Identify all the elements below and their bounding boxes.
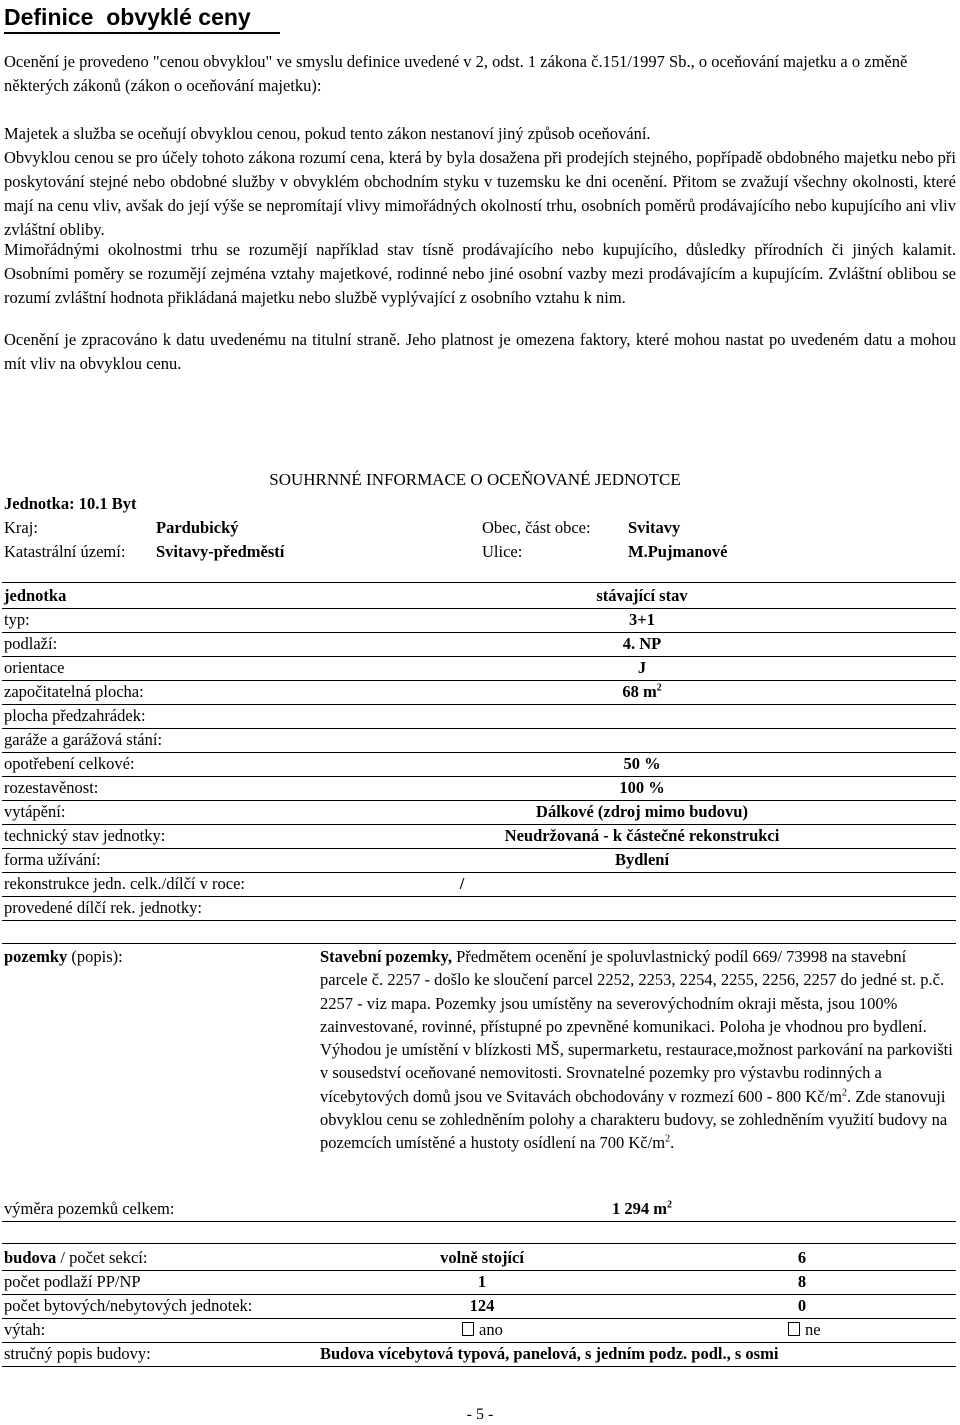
table-row <box>2 824 956 849</box>
row-label: garáže a garážová stání: <box>4 730 163 749</box>
kraj-label: Kraj: <box>4 518 38 537</box>
table-row <box>2 896 956 921</box>
summary-heading: SOUHRNNÉ INFORMACE O OCEŇOVANÉ JEDNOTCE <box>269 470 681 489</box>
row-label: plocha předzahrádek: <box>4 706 146 725</box>
page-number: - 5 - <box>466 1406 494 1423</box>
row-label: forma užívání: <box>4 850 101 869</box>
unit-title: Jednotka: 10.1 Byt <box>4 494 137 513</box>
floors-label: počet podlaží PP/NP <box>4 1272 141 1291</box>
row-value: Neudržovaná - k částečné rekonstrukci <box>504 826 780 845</box>
units-nebyt: 0 <box>797 1296 807 1315</box>
intro-paragraph-3: Obvyklou cenou se pro účely tohoto zákona rozumí cena, která by byla dosažena při prodejích stejného, popřípadě obdobného majetku nebo při poskytování stejné nebo obdobné služby v obvyklém obchodním styku v tuzemsku ke dni ocenění. Přitom se zvažují všechny okolnosti, které mají na cenu vliv, avšak do její výše se nepromítají vlivy mimořádných okolností trhu, osobních poměrů prodávajícího nebo kupujícího ani vliv zvláštní obliby. <box>4 148 956 239</box>
building-desc-label: stručný popis budovy: <box>4 1344 151 1363</box>
row-value: J <box>637 658 647 677</box>
table-row <box>2 656 956 681</box>
checkbox-icon[interactable] <box>788 1322 800 1336</box>
table-row <box>2 680 956 705</box>
lift-no-option[interactable]: ne <box>788 1318 821 1342</box>
row-value: 68 $m^2$ <box>622 682 662 701</box>
row-label: rozestavěnost: <box>4 778 99 797</box>
units-byt: 124 <box>469 1296 495 1315</box>
lift-yes-option[interactable]: ano <box>462 1318 503 1342</box>
row-label: orientace <box>4 658 65 677</box>
row-value: Dálkové (zdroj mimo budovu) <box>536 802 748 821</box>
row-value: / <box>459 874 465 893</box>
row-label: provedené dílčí rek. jednotky: <box>4 898 202 917</box>
checkbox-icon[interactable] <box>462 1322 474 1336</box>
land-top-rule <box>2 943 956 944</box>
table-row <box>2 704 956 729</box>
units-row <box>2 1294 956 1319</box>
table-row <box>2 800 956 825</box>
floors-np: 8 <box>797 1272 807 1291</box>
row-value: 50 % <box>623 754 661 773</box>
table-row <box>2 728 956 753</box>
floors-row <box>2 1270 956 1295</box>
unit-table-header <box>2 584 956 609</box>
table-row <box>2 848 956 873</box>
ku-value: Svitavy-předměstí <box>156 542 285 561</box>
land-description: Stavební pozemky, Předmětem ocenění je spoluvlastnický podíl 669/ 73998 na stavební parcele č. 2257 - došlo ke sloučení parcel 2252, 2253, 2254, 2255, 2256, 2257 do jedné st. p.č. 2257 - viz mapa. Pozemky jsou umístěny na severovýchodním okraji města, jsou 100% zainvestované, rovinné, přístupné po zpevněné komunikaci. Poloha je vhodnou pro bydlení. Výhodou je umístění v blízkosti MŠ, supermarketu, restaurace,možnost parkování na parkovišti v sousedství oceňované nemovitosti. Srovnatelné pozemky pro výstavbu rodinných a vícebytových domů jsou ve Svitavách obchodovány v rozmezí 600 - 800 $Kč/m^2$. Zde stanovuji obvyklou cenu se zohledněním polohy a charakteru budovy, se zohledněním využití budovy na pozemcích umístěné a hustoty osídlení na 700 $Kč/m^2$. <box>320 947 953 1153</box>
ku-label: Katastrální území: <box>4 542 126 561</box>
land-label: pozemky (popis): <box>4 947 123 966</box>
ulice-label: Ulice: <box>482 542 523 561</box>
row-value: 100 % <box>619 778 665 797</box>
obec-label: Obec, část obce: <box>482 518 591 537</box>
obec-value: Svitavy <box>628 518 681 537</box>
table-row <box>2 608 956 633</box>
units-label: počet bytových/nebytových jednotek: <box>4 1296 253 1315</box>
unit-header-value: stávající stav <box>596 586 688 605</box>
table-row <box>2 776 956 801</box>
ulice-value: M.Pujmanové <box>628 542 728 561</box>
building-top-rule <box>2 1243 956 1244</box>
table-row <box>2 872 956 897</box>
lift-label: výtah: <box>4 1320 46 1339</box>
unit-header-label: jednotka <box>4 586 67 605</box>
row-value: 3+1 <box>629 610 655 629</box>
intro-paragraph-2: Majetek a služba se oceňují obvyklou cenou, pokud tento zákon nestanoví jiný způsob oceňování. <box>4 124 651 143</box>
building-sections: 6 <box>797 1248 807 1267</box>
table-row <box>2 752 956 777</box>
lift-row <box>2 1318 956 1343</box>
intro-paragraph-5: Ocenění je zpracováno k datu uvedenému na titulní straně. Jeho platnost je omezena faktory, které mohou nastat po uvedeném datu a mohou mít vliv na obvyklou cenu. <box>4 330 956 373</box>
table-row <box>2 632 956 657</box>
row-label: technický stav jednotky: <box>4 826 166 845</box>
row-label: rekonstrukce jedn. celk./dílčí v roce: <box>4 874 245 893</box>
row-label: typ: <box>4 610 30 629</box>
row-value: Bydlení <box>614 850 670 869</box>
building-desc-value: Budova vícebytová typová, panelová, s jedním podz. podl., s osmi <box>320 1344 779 1363</box>
row-label: podlaží: <box>4 634 58 653</box>
intro-paragraph-4: Mimořádnými okolnostmi trhu se rozumějí například stav tísně prodávajícího nebo kupujícího, důsledky přírodních či jiných kalamit. Osobními poměry se rozumějí zejména vztahy majetkové, rodinné nebo jiné osobní vazby mezi prodávajícím a kupujícím. Zvláštní oblibou se rozumí zvláštní hodnota přikládaná majetku nebo službě vyplývající z osobního vztahu k nim. <box>4 240 956 307</box>
row-label: započitatelná plocha: <box>4 682 144 701</box>
building-row <box>2 1246 956 1271</box>
row-label: opotřebení celkové: <box>4 754 135 773</box>
building-desc-row <box>2 1342 956 1367</box>
table-top-rule <box>2 582 956 583</box>
kraj-value: Pardubický <box>156 518 239 537</box>
land-area-value: 1 294 $m^2$ <box>612 1199 672 1218</box>
intro-paragraph-1: Ocenění je provedeno "cenou obvyklou" ve smyslu definice uvedené v 2, odst. 1 zákona č.151/1997 Sb., o oceňování majetku a o změně některých zákonů (zákon o oceňování majetku): <box>4 52 908 95</box>
land-area-row <box>2 1197 956 1222</box>
building-label: budova / počet sekcí: <box>4 1248 148 1267</box>
row-label: vytápění: <box>4 802 66 821</box>
land-area-label: výměra pozemků celkem: <box>4 1199 175 1218</box>
floors-pp: 1 <box>477 1272 487 1291</box>
row-value: 4. NP <box>622 634 662 653</box>
building-type: volně stojící <box>440 1248 524 1267</box>
page-title: Definice obvyklé ceny <box>4 2 280 34</box>
